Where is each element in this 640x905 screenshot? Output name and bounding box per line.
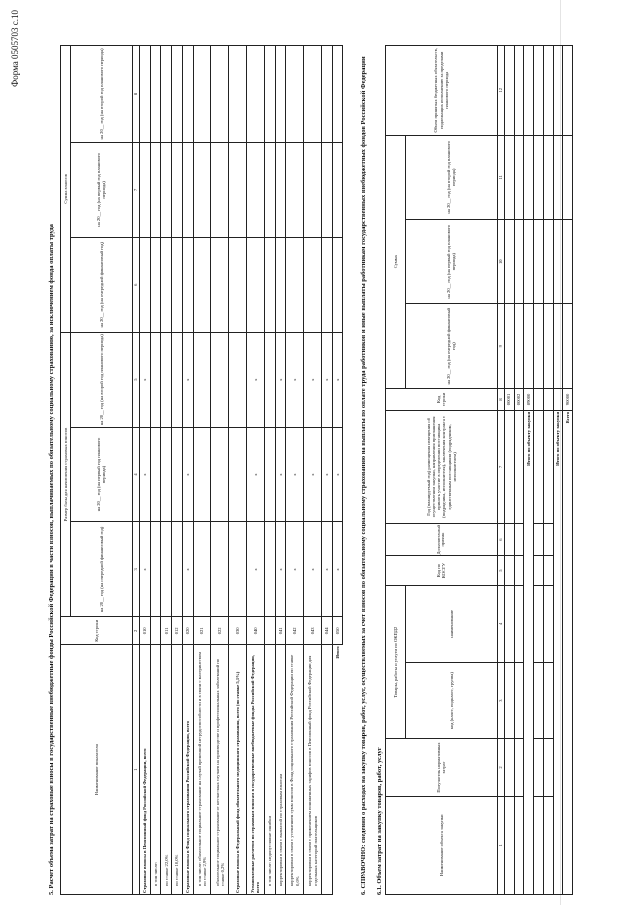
value-cell — [211, 427, 229, 522]
value-cell — [514, 410, 524, 523]
table-row — [150, 46, 161, 895]
value-cell — [543, 389, 553, 411]
value-cell — [193, 237, 211, 332]
table-row — [211, 46, 229, 895]
value-cell — [553, 135, 563, 219]
value-cell — [524, 220, 534, 304]
value-cell: x — [304, 332, 322, 427]
column-number: 6 — [132, 237, 139, 332]
value-cell — [229, 332, 247, 427]
table-row — [553, 46, 563, 895]
table-row — [275, 46, 286, 895]
row-code: 00001 — [504, 389, 514, 411]
value-cell — [182, 46, 193, 143]
value-cell: x — [246, 332, 264, 427]
value-cell — [514, 739, 524, 796]
t2-header-kosgu: Код по КОСГУ — [386, 556, 498, 586]
value-cell — [275, 237, 286, 332]
row-code: 00002 — [514, 389, 524, 411]
value-cell: x — [332, 522, 342, 617]
row-label: в том числе: — [150, 645, 161, 895]
value-cell — [534, 389, 544, 411]
table-row — [543, 46, 553, 895]
row-label: корректировки в связи с выплатой по страховым взносам — [275, 645, 286, 895]
value-cell — [563, 135, 573, 219]
table-row — [563, 46, 573, 895]
column-number: 11 — [497, 135, 504, 219]
value-cell — [246, 142, 264, 237]
table-row — [304, 46, 322, 895]
row-code: 040 — [246, 617, 264, 645]
header-code: Код строки — [61, 617, 133, 645]
section6-subtitle: 6.1. Объем затрат на закупку товаров, работ, услуг — [376, 747, 383, 895]
header-base-y1: на 20__ год (на очередной финансовый год) — [71, 522, 133, 617]
value-cell — [534, 135, 544, 219]
row-label: корректировки в связи с уточнением сумм взносов в Фонд социального страхования Российской Федерации по ставке 0,0% — [286, 645, 304, 895]
row-code: 012 — [172, 617, 183, 645]
total-object-label: Итого по объекту закупки — [524, 410, 534, 894]
header-sum-y1: на 20__ год (на очередной финансовый год) — [71, 237, 133, 332]
column-number: 6 — [497, 523, 504, 555]
value-cell: x — [182, 522, 193, 617]
value-cell — [229, 427, 247, 522]
value-cell — [504, 304, 514, 389]
value-cell — [286, 46, 304, 143]
t2-header-object: Наименование объекта закупки — [386, 796, 498, 894]
value-cell — [504, 46, 514, 136]
value-cell — [504, 662, 514, 739]
row-code: 021 — [193, 617, 211, 645]
table-row — [321, 46, 332, 895]
value-cell — [193, 46, 211, 143]
header-sum-group: Сумма взносов — [61, 46, 71, 333]
value-cell — [524, 304, 534, 389]
value-cell: x — [139, 427, 150, 522]
value-cell — [543, 410, 553, 523]
value-cell — [211, 46, 229, 143]
row-label: корректировки в связи с применением пониженных тарифов взносов в Пенсионный фонд Российской Федерации для отдельных категорий плательщиков — [304, 645, 322, 895]
value-cell: x — [139, 332, 150, 427]
value-cell — [534, 796, 544, 894]
value-cell: x — [286, 332, 304, 427]
value-cell — [504, 739, 514, 796]
value-cell — [264, 522, 275, 617]
table-row — [161, 46, 172, 895]
t2-header-consumer: Получатель нормативных затрат — [386, 739, 498, 796]
row-code: 042 — [286, 617, 304, 645]
table-row — [514, 46, 524, 895]
value-cell — [172, 522, 183, 617]
value-cell — [150, 237, 161, 332]
section5-table — [60, 45, 343, 895]
table-row — [504, 46, 514, 895]
row-label: Страховые взносы в Федеральный фонд обязательного медицинского страхования, всего (по ставке 5,1%) — [229, 645, 247, 895]
value-cell — [304, 46, 322, 143]
value-cell — [534, 556, 544, 586]
column-number: 2 — [497, 739, 504, 796]
value-cell — [543, 135, 553, 219]
value-cell — [161, 46, 172, 143]
value-cell — [543, 585, 553, 662]
value-cell: x — [304, 522, 322, 617]
value-cell — [229, 237, 247, 332]
value-cell: x — [182, 427, 193, 522]
column-number: 9 — [497, 304, 504, 389]
section6-table — [385, 45, 573, 895]
value-cell — [172, 237, 183, 332]
column-number: 1 — [497, 796, 504, 894]
value-cell — [504, 796, 514, 894]
value-cell — [229, 142, 247, 237]
value-cell — [286, 237, 304, 332]
table-row — [246, 46, 264, 895]
value-cell — [543, 220, 553, 304]
row-label: в том числе: недопустимые ошибки — [264, 645, 275, 895]
header-sum-y3: на 20__ год (на второй год планового периода) — [71, 46, 133, 143]
value-cell — [543, 739, 553, 796]
table-row — [229, 46, 247, 895]
value-cell — [563, 46, 573, 136]
header-indicator: Наименование показателя — [61, 645, 133, 895]
form-id: Форма 0505703 с.10 — [10, 10, 20, 87]
value-cell — [246, 237, 264, 332]
row-code — [264, 617, 275, 645]
value-cell — [264, 237, 275, 332]
value-cell — [246, 46, 264, 143]
row-code — [150, 617, 161, 645]
value-cell — [514, 556, 524, 586]
value-cell — [229, 522, 247, 617]
header-base-y2: на 20__ год (на первый год планового периода) — [71, 427, 133, 522]
row-code: 010 — [139, 617, 150, 645]
value-cell — [534, 523, 544, 555]
row-label — [321, 645, 332, 895]
value-cell: x — [321, 332, 332, 427]
table-row — [172, 46, 183, 895]
value-cell: x — [321, 427, 332, 522]
value-cell: x — [332, 332, 342, 427]
value-cell — [514, 135, 524, 219]
table-row — [182, 46, 193, 895]
column-number: 7 — [497, 410, 504, 523]
value-cell — [139, 46, 150, 143]
value-cell — [304, 142, 322, 237]
t2-header-sum-group: Сумма — [386, 135, 406, 388]
row-label: Итого — [332, 645, 342, 895]
value-cell — [514, 523, 524, 555]
value-cell — [514, 304, 524, 389]
value-cell — [504, 135, 514, 219]
value-cell: x — [304, 427, 322, 522]
value-cell — [229, 46, 247, 143]
row-code: 041 — [275, 617, 286, 645]
column-number: 8 — [132, 46, 139, 143]
value-cell — [514, 796, 524, 894]
value-cell — [150, 46, 161, 143]
value-cell — [321, 142, 332, 237]
t2-header-rowcode: Код строки — [386, 389, 498, 411]
value-cell — [264, 46, 275, 143]
value-cell — [534, 220, 544, 304]
value-cell — [514, 46, 524, 136]
value-cell — [193, 522, 211, 617]
row-code: 89000 — [524, 389, 534, 411]
value-cell — [534, 585, 544, 662]
value-cell — [286, 142, 304, 237]
t2-header-year: Год (планируемый год) размещения извещения об осуществлении закупки, направления приглашения принять участие в определении поставщика (подрядчика, исполнителя), заключения контракта с единственным поставщиком (подрядчиком, исполнителем) — [386, 410, 498, 523]
row-label: Страховые взносы в Фонд социального страхования Российской Федерации, всего — [182, 645, 193, 895]
value-cell — [182, 142, 193, 237]
value-cell: x — [139, 522, 150, 617]
value-cell — [150, 332, 161, 427]
value-cell — [332, 46, 342, 143]
column-number: 4 — [132, 427, 139, 522]
value-cell: x — [332, 427, 342, 522]
value-cell: x — [246, 522, 264, 617]
row-code: 044 — [321, 617, 332, 645]
value-cell — [211, 142, 229, 237]
value-cell — [182, 237, 193, 332]
value-cell — [504, 523, 514, 555]
column-number: 10 — [497, 220, 504, 304]
column-number: 5 — [497, 556, 504, 586]
value-cell: x — [275, 332, 286, 427]
value-cell — [211, 332, 229, 427]
row-code: 011 — [161, 617, 172, 645]
t2-header-code: код (класс, подкласс, группа) — [406, 662, 498, 739]
value-cell — [193, 142, 211, 237]
value-cell — [514, 220, 524, 304]
row-label: Установленные расчетом по страховым взносам в государственные внебюджетные фонды Российской Федерации, всего — [246, 645, 264, 895]
t2-header-name: наименование — [406, 585, 498, 662]
value-cell — [172, 332, 183, 427]
value-cell: x — [286, 427, 304, 522]
table-row — [332, 46, 342, 895]
value-cell — [211, 522, 229, 617]
row-code: 050 — [332, 617, 342, 645]
total-object-label: Итого по объекту закупки — [553, 410, 563, 894]
column-number: 5 — [132, 332, 139, 427]
t2-header-extra: Дополнительный признак — [386, 523, 498, 555]
value-cell — [321, 237, 332, 332]
value-cell — [534, 739, 544, 796]
header-base-group: Размер базы для начисления страховых взносов — [61, 332, 71, 617]
value-cell — [524, 135, 534, 219]
column-number: 7 — [132, 142, 139, 237]
value-cell — [332, 237, 342, 332]
section5-title: 5. Расчет объема затрат на страховые взносы в государственные внебюджетные фонды Российской Федерации в части взносов, выплачиваемых по обязательному социальному страхованию, за исключением фонда оплаты труда — [48, 224, 55, 895]
value-cell — [139, 237, 150, 332]
value-cell — [543, 662, 553, 739]
value-cell — [161, 142, 172, 237]
table-row — [524, 46, 534, 895]
value-cell — [543, 556, 553, 586]
value-cell — [321, 46, 332, 143]
value-cell — [504, 556, 514, 586]
value-cell — [514, 585, 524, 662]
total-all-label: Всего — [563, 410, 573, 894]
row-label: Страховые взносы в Пенсионный фонд Российской Федерации, всего — [139, 645, 150, 895]
value-cell — [563, 220, 573, 304]
value-cell — [275, 46, 286, 143]
value-cell — [150, 142, 161, 237]
column-number: 3 — [132, 522, 139, 617]
header-sum-y2: на 20__ год (на первый год планового периода) — [71, 142, 133, 237]
row-code: 90000 — [563, 389, 573, 411]
row-label: по ставке 10,0% — [172, 645, 183, 895]
value-cell — [161, 427, 172, 522]
value-cell — [150, 522, 161, 617]
column-number: 8 — [497, 389, 504, 411]
value-cell: x — [246, 427, 264, 522]
value-cell — [534, 410, 544, 523]
value-cell — [264, 332, 275, 427]
value-cell — [139, 142, 150, 237]
value-cell: x — [286, 522, 304, 617]
section6-title: 6. СПРАВОЧНО: сведения о расходах на закупку товаров, работ, услуг, осуществляемых за счет взносов по обязательному социальному страхованию на выплаты по оплате труда работников и иные выплаты работникам государственных внебюджетных фондов Российской Федерации — [360, 56, 367, 895]
row-code: 020 — [182, 617, 193, 645]
row-label: обязательное социальное страхование от несчастных случаев на производстве и профессиональных заболеваний по ставке 0,2% — [211, 645, 229, 895]
value-cell — [543, 304, 553, 389]
value-cell: x — [275, 427, 286, 522]
value-cell — [514, 662, 524, 739]
column-number: 4 — [497, 585, 504, 662]
value-cell — [563, 304, 573, 389]
value-cell — [332, 142, 342, 237]
value-cell: x — [321, 522, 332, 617]
t2-header-goods-group: Товары, работы и услуги по ОКПД2 — [386, 585, 406, 738]
table-row — [534, 46, 544, 895]
value-cell — [161, 522, 172, 617]
table-row — [193, 46, 211, 895]
value-cell: x — [182, 332, 193, 427]
column-number-row — [132, 46, 139, 895]
value-cell — [150, 427, 161, 522]
row-code: 043 — [304, 617, 322, 645]
row-code: 030 — [229, 617, 247, 645]
value-cell — [193, 427, 211, 522]
column-number: 1 — [132, 645, 139, 895]
value-cell — [211, 237, 229, 332]
value-cell — [504, 585, 514, 662]
value-cell — [304, 237, 322, 332]
value-cell — [553, 46, 563, 136]
t2-header-y1: на 20__ год (на очередной финансовый год) — [406, 304, 498, 389]
value-cell — [264, 142, 275, 237]
value-cell — [172, 46, 183, 143]
value-cell — [172, 142, 183, 237]
value-cell — [161, 332, 172, 427]
value-cell — [524, 46, 534, 136]
t2-column-number-row — [497, 46, 504, 895]
row-code: 022 — [211, 617, 229, 645]
value-cell — [275, 142, 286, 237]
row-label: в том числе: обязательное социальное страхование на случай временной нетрудоспособности и в связи с материнством по ставке 2,9% — [193, 645, 211, 895]
value-cell — [543, 796, 553, 894]
value-cell — [504, 220, 514, 304]
value-cell — [534, 46, 544, 136]
row-label: по ставке 22,0% — [161, 645, 172, 895]
value-cell — [193, 332, 211, 427]
value-cell — [172, 427, 183, 522]
value-cell — [553, 389, 563, 411]
value-cell — [553, 220, 563, 304]
value-cell — [161, 237, 172, 332]
value-cell — [264, 427, 275, 522]
table-row — [286, 46, 304, 895]
column-number: 3 — [497, 662, 504, 739]
t2-header-y2: на 20__ год (на первый год планового периода) — [406, 220, 498, 304]
header-base-y3: на 20__ год (на второй год планового периода) — [71, 332, 133, 427]
table-row — [139, 46, 150, 895]
column-number: 2 — [132, 617, 139, 645]
t2-header-volume: Объем принятых бюджетных обязательств, подлежащих исполнению за пределами планового периода — [386, 46, 498, 136]
value-cell: x — [275, 522, 286, 617]
value-cell — [504, 410, 514, 523]
value-cell — [534, 662, 544, 739]
t2-header-y3: на 20__ год (на второй год планового периода) — [406, 135, 498, 219]
value-cell — [543, 523, 553, 555]
value-cell — [534, 304, 544, 389]
value-cell — [553, 304, 563, 389]
column-number: 12 — [497, 46, 504, 136]
table-row — [264, 46, 275, 895]
value-cell — [543, 46, 553, 136]
